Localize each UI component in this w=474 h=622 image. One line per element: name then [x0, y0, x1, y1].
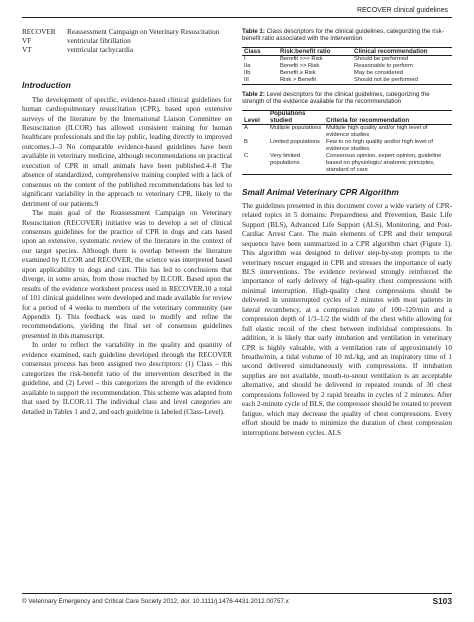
table-header-row	[242, 110, 452, 125]
table1-caption-text: Class descriptors for the clinical guidelines, categorizing the risk-benefit ratio associated with the intervention	[242, 28, 444, 43]
table-cell: IIb	[244, 69, 251, 76]
table-cell: Benefit >> Risk	[280, 62, 320, 69]
table-cell: Benefit >>> Risk	[280, 55, 323, 62]
table-row	[242, 63, 452, 70]
table-cell: Benefit ≥ Risk	[280, 69, 316, 76]
abbreviation-term: VF	[22, 37, 32, 46]
right-column	[242, 28, 452, 438]
abbreviation-term: VT	[22, 46, 32, 55]
table2-caption	[242, 91, 452, 106]
table-cell: Should not be performed	[354, 76, 418, 83]
table-row	[242, 139, 452, 153]
table2-header-populations: Populations studied	[270, 109, 306, 124]
table-cell: IIa	[244, 62, 251, 69]
table-cell: I	[244, 55, 246, 62]
table-cell: Consensus opinion, expert opinion, guideline based on physiologic/ anatomic principles, standard of care	[326, 153, 442, 173]
table2-header-level: Level	[244, 116, 260, 124]
abbreviation-list	[22, 28, 232, 56]
abbreviation-row	[22, 28, 232, 37]
table-cell: Multiple populations	[270, 125, 322, 132]
table-cell: Limited populations	[270, 139, 320, 146]
table-cell: Few to no high quality and/or high level of evidence studies.	[326, 139, 433, 153]
introduction-heading: Introduction	[22, 79, 71, 90]
left-column	[22, 28, 232, 417]
abbreviation-definition: Reassessment Campaign on Veterinary Resuscitation	[67, 28, 220, 36]
introduction-paragraph-2: The main goal of the Reassessment Campaign on Veterinary Resuscitation (RECOVER) initiative was to develop a set of clinical consensus guidelines for the practice of CPR in dogs and cats based upon an extensive, systematic review of the literature in the context of our target species. Although there is overlap between the literature examined by ILCOR and RECOVER, the science was interpreted based upon applicability to dogs and cats. This has led to conclusions that diverge, in some areas, from those reached by ILCOR. Based upon the results of the evidence worksheet process used in RECOVER,10 a total of 101 clinical guidelines were developed and made available for review for a period of 4 weeks to members of the veterinary community (see Appendix I). This feedback was used to modify and refine the recommendations, yielding the final set of consensus guidelines presented in this manuscript.	[22, 209, 232, 340]
table-cell: May be considered	[354, 69, 403, 76]
table1-header-recommendation: Clinical recommendation	[354, 47, 428, 55]
introduction-paragraph-3: In order to reflect the variability in the quality and quantity of evidence examined, each guideline developed through the RECOVER consensus process has been assigned two descriptors: (1) Class – this categorizes the risk-benefit ratio of the intervention described in the guideline, and (2) Level – this categorizes the strength of the evidence available to support the recommendation. This scheme was adapted from that used by ILCOR.11 The individual class and level categories are detailed in Tables 1 and 2, and each guideline is labeled (Class-Level).	[22, 341, 232, 416]
table-cell: Very limited populations	[270, 153, 300, 166]
algorithm-heading: Small Animal Veterinary CPR Algorithm	[242, 186, 399, 197]
table-header-row	[242, 47, 452, 55]
table-row	[242, 55, 452, 63]
abbreviation-definition: ventricular tachycardia	[67, 46, 134, 55]
table-cell: A	[244, 125, 248, 132]
table1-header-ratio: Risk:benefit ratio	[280, 47, 331, 55]
abbreviation-row	[22, 37, 232, 46]
header-rule	[22, 17, 452, 18]
table-cell: Reasonable to perform	[354, 62, 413, 69]
footer-citation: © Veterinary Emergency and Critical Care Society 2012, doi: 10.1111/j.1476-4431.2012.00757.x	[22, 598, 289, 605]
table2-label: Table 2:	[242, 90, 265, 98]
abbreviation-definition: ventricular fibrillation	[67, 37, 131, 46]
table-row	[242, 125, 452, 139]
algorithm-paragraph: The guidelines presented in this document cover a wide variety of CPR-related topics in 5 domains: Preparedness and Prevention, Basic Life Support (BLS), Advanced Life Support (ALS), Monitoring, and Post-Cardiac Arrest Care. The main elements of CPR and their temporal sequence have been summarized in a CPR algorithm chart (Figure 1). This algorithm was designed to deliver step-by-step prompts to the veterinary rescuer engaged in CPR and stresses the importance of early BLS interventions. The evidence reviewed strongly reinforced the importance of early delivery of high-quality chest compressions with minimal interruption. High-quality chest compressions should be delivered in uninterrupted cycles of 2 minutes with most patients in lateral recumbency, at a compression rate of 100–120/min and a compression depth of 1/3–1/2 the width of the chest while allowing for full elastic recoil of the chest between individual compressions. In addition, it is likely that early intubation and ventilation in veterinary CPR is highly valuable, with a ventilation rate of approximately 10 breaths/min, a tidal volume of 10 mL/kg, and an inspiratory time of 1 second delivered simultaneously with compressions. If intubation supplies are not available, mouth-to-snout ventilation is an acceptable alternative, and should be delivered in repeated rounds of 30 chest compressions followed by 2 rapid breaths in cycles of 2 minutes. After each 2-minute cycle of BLS, the compressor should be rotated to prevent fatigue, which may decrease the quality of chest compressions. Every effort should be made to minimize the duration of chest compression interruptions between cycles. ALS	[242, 201, 452, 437]
table-cell: B	[244, 139, 248, 146]
running-head: RECOVER clinical guidelines	[356, 7, 448, 14]
table1	[242, 47, 452, 85]
table2-caption-text: Level descriptors for the clinical guidelines, categorizing the strength of the evidence available for the recommendation	[242, 90, 430, 106]
footer-rule	[22, 593, 452, 594]
table1-label: Table 1:	[242, 28, 265, 35]
table-cell: Should be performed	[354, 55, 409, 62]
table-cell: Risk > Benefit	[280, 76, 316, 83]
introduction-paragraph-1: The development of specific, evidence-based clinical guidelines for human cardiopulmonary resuscitation (CPR), based upon extensive surveys of the literature by the International Liaison Committee on Resuscitation (ILCOR) has allowed consistent training for human healthcare professionals and the lay public, leading directly to improved outcomes.1–3 No comparable evidence-based guidelines have been available in veterinary medicine, although recommendations on practical execution of CPR in small animals have been published.4–8 The absence of standardized, comprehensive training coupled with a lack of consensus on the content of the published recommendations has led to significant variability in the approach to veterinary CPR, likely to the detriment of our patients.9	[22, 95, 232, 208]
table2	[242, 110, 452, 175]
table-row	[242, 77, 452, 85]
table1-header-class: Class	[244, 47, 261, 55]
table-cell: C	[244, 153, 249, 160]
abbreviation-row	[22, 46, 232, 55]
table-cell: III	[244, 76, 249, 83]
table-cell: Multiple high quality and/or high level of evidence studies	[326, 125, 428, 139]
abbreviation-term: RECOVER	[22, 28, 56, 36]
table2-header-criteria: Criteria for recommendation	[326, 116, 410, 124]
table-row	[242, 70, 452, 77]
page-number: S103	[432, 596, 452, 606]
table1-caption	[242, 28, 452, 43]
table-row	[242, 153, 452, 174]
